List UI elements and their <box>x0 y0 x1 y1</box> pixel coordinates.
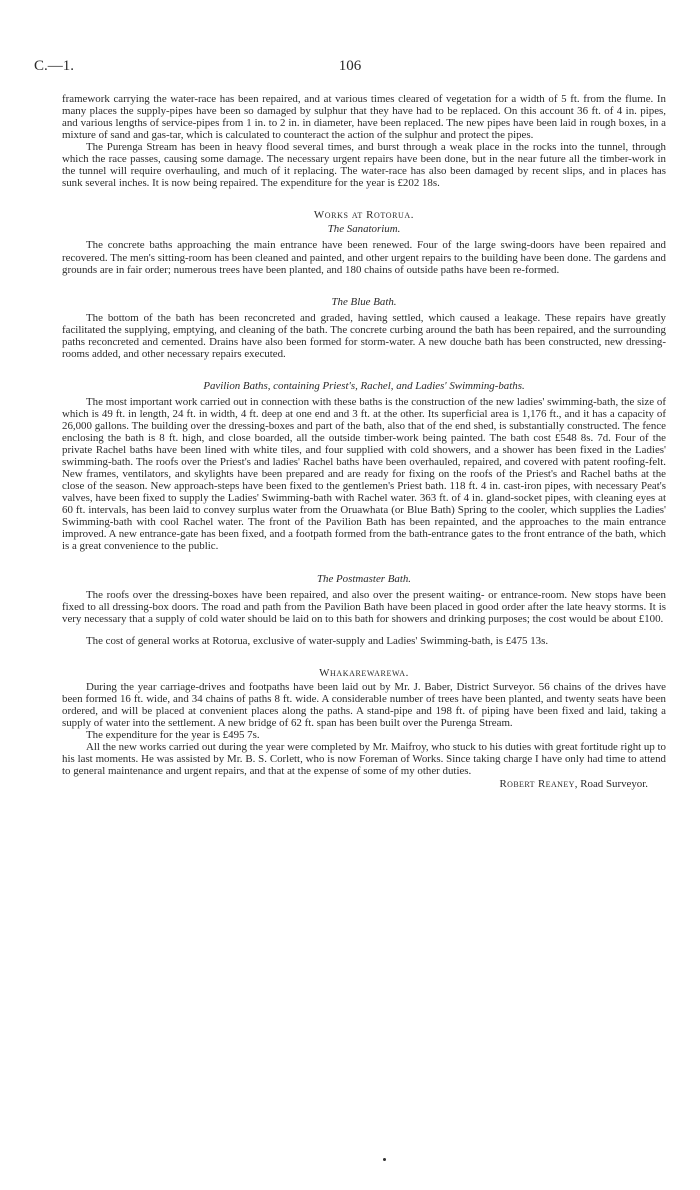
paragraph-maifroy: All the new works carried out during the year were completed by Mr. Maifroy, who stuck to his duties with great fortitude right up to his last moments. He was assisted by Mr. B. S. Corlett, who is now Foreman of Works. Since taking charge I have only had time to attend to general maintenance and urgent repairs, and that at the expense of some of my other duties. <box>62 741 666 778</box>
paragraph-sanatorium: The concrete baths approaching the main entrance have been renewed. Four of the large swing-doors have been repaired and recovered. The men's sitting-room has been cleaned and painted, and other urgent repairs to the building have been done. The gardens and grounds are in fair order; numerous trees have been planted, and 180 chains of outside paths have been re-formed. <box>62 239 666 276</box>
paragraph-whakarewarewa-expenditure: The expenditure for the year is £495 7s. <box>86 728 260 741</box>
section-heading-whakarewarewa: Whakarewarewa. <box>319 666 409 679</box>
paragraph-water-race: framework carrying the water-race has been repaired, and at various times cleared of vegetation for a width of 5 ft. from the flume. In many places the supply-pipes have been so damaged by sulphur that they have had to be replaced. On this account 36 ft. of 4 in. pipes, and various lengths of service-pipes from 1 in. to 2 in. in diameter, have been replaced. The new pipes have been laid in rough boxes, in a mixture of sand and gas-tar, which is calculated to counteract the action of the sulphur and protect the pipes. <box>62 93 666 142</box>
running-header <box>34 58 666 80</box>
signatory-name: Robert Reaney <box>499 778 575 791</box>
paragraph-purenga-stream: The Purenga Stream has been in heavy flood several times, and burst through a weak place in the rocks into the tunnel, through which the race passes, causing some damage. The necessary urgent repairs have been done, but in the near future all the timber-work in the tunnel will require overhauling, and much of it replacing. The water-race has also been damaged by recent slips, and in places has sunk several inches. It is now being repaired. The expenditure for the year is £202 18s. <box>62 141 666 190</box>
page-number: 106 <box>338 58 362 74</box>
signature-line <box>62 778 666 790</box>
page-mark <box>383 1158 386 1161</box>
spacer <box>62 625 666 635</box>
signatory-title: , Road Surveyor. <box>574 778 648 791</box>
subheading-sanatorium: The Sanatorium. <box>327 223 401 236</box>
subheading-blue-bath: The Blue Bath. <box>331 295 397 308</box>
section-heading-rotorua: Works at Rotorua. <box>313 209 415 222</box>
document-body <box>62 93 666 790</box>
paragraph-pavilion-baths: The most important work carried out in connection with these baths is the construction of the new ladies' swimming-bath, the size of which is 49 ft. in length, 24 ft. in width, 4 ft. deep at one end and 3 ft. at the other. Its superficial area is 1,176 ft., and it has a capacity of 26,000 gallons. The building over the dressing-boxes and part of the bath, also that of the end shed, is substantially constructed. The fence enclosing the bath is 8 ft. high, and close boarded, all the outside timber-work being painted. The bath cost £548 8s. 7d. Four of the private Rachel baths have been lined with white tiles, and four supplied with cold showers, and a shower has been fixed in the Ladies' swimming-bath. The roofs over the Priest's and ladies' Rachel baths have been overhauled, repaired, and covered with patent roofing-felt. New frames, ventilators, and skylights have been prepared and are ready for fixing on the roofs of the Priest's and Rachel baths at the close of the season. New approach-steps have been fixed to the gentlemen's Priest bath. 118 ft. 4 in. cast-iron pipes, with necessary Peat's valves, have been fixed to supply the Ladies' Swimming-bath with Rachel water. 363 ft. of 4 in. gland-socket pipes, with cleaning eyes at 60 ft. intervals, has been laid to convey surplus water from the Oruawhata (or Blue Bath) Spring to the cooler, which supplies the Ladies' Swimming-bath with cool Rachel water. The front of the Pavilion Bath has been repainted, and the approaches to the main entrance improved. A new entrance-gate has been fixed, and a footpath formed from the bath-entrance gates to the front entrance of the bath, which is a great convenience to the public. <box>62 395 666 553</box>
paragraph-blue-bath: The bottom of the bath has been reconcreted and graded, having settled, which caused a leakage. These repairs have greatly facilitated the supplying, emptying, and cleaning of the bath. The concrete curbing around the bath has been repaired, and the surrounding paths reconcreted and cemented. Drains have also been formed for storm-water. A new douche bath has been constructed, new dressing-rooms added, and other necessary repairs executed. <box>62 311 666 360</box>
paragraph-whakarewarewa: During the year carriage-drives and footpaths have been laid out by Mr. J. Baber, District Surveyor. 56 chains of the drives have been formed 16 ft. wide, and 34 chains of paths 8 ft. wide. A considerable number of trees have been planted, and twenty seats have been ordered, and will be placed at convenient places along the paths. A stand-pipe and 198 ft. of piping have been fixed and laid, taking a supply of water into the settlement. A new bridge of 62 ft. span has been built over the Purenga Stream. <box>62 680 666 729</box>
paragraph-postmaster-bath: The roofs over the dressing-boxes have been repaired, and also over the present waiting- or entrance-room. New stops have been fixed to all dressing-box doors. The road and path from the Pavilion Bath have been placed in good order after the late heavy storms. It is very necessary that a supply of cold water should be laid on to this bath for showers and drinking purposes; the cost would be about £100. <box>62 588 666 625</box>
subheading-pavilion-baths: Pavilion Baths, containing Priest's, Rachel, and Ladies' Swimming-baths. <box>203 379 525 392</box>
series-label: C.—1. <box>34 58 75 74</box>
subheading-postmaster-bath: The Postmaster Bath. <box>316 572 412 585</box>
paragraph-rotorua-cost: The cost of general works at Rotorua, exclusive of water-supply and Ladies' Swimming-bath, is £475 13s. <box>86 634 549 647</box>
